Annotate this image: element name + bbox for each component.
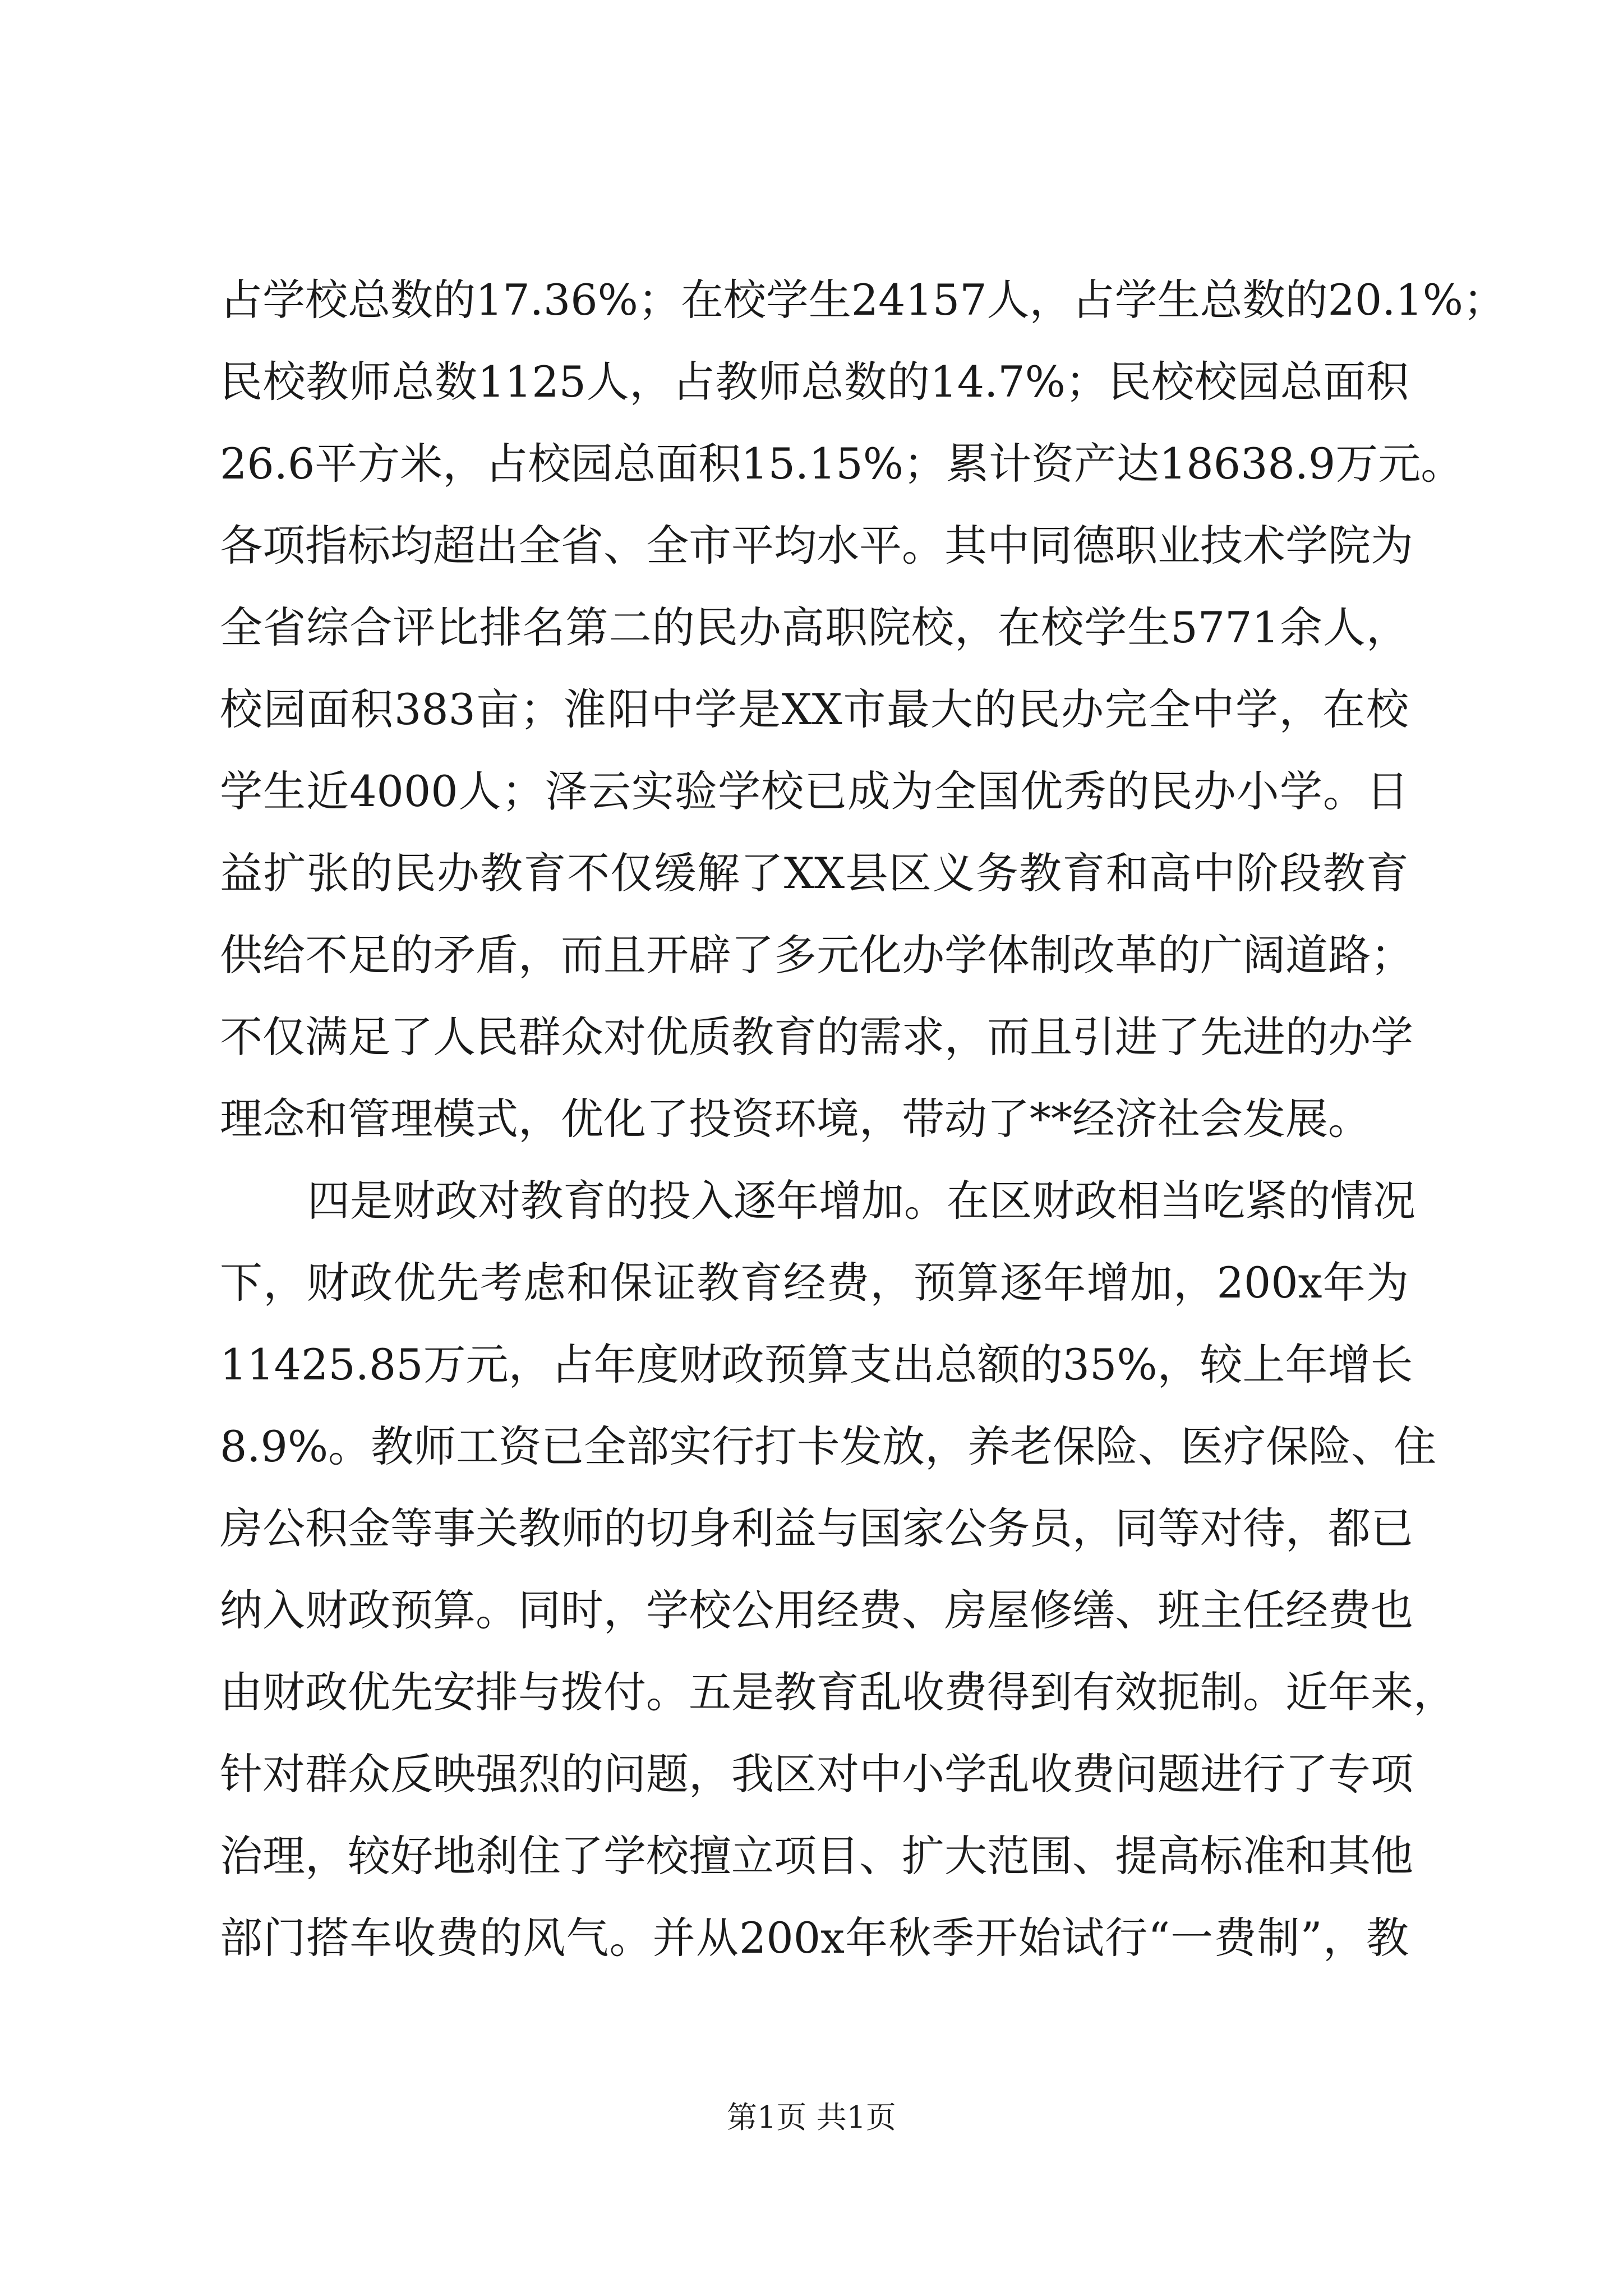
paragraph-start-line: 四是财政对教育的投入逐年增加。在区财政相当吃紧的情况 bbox=[307, 1176, 1415, 1226]
text-line: 益扩张的民办教育不仅缓解了XX县区义务教育和高中阶段教育 bbox=[220, 848, 1409, 898]
text-line: 针对群众反映强烈的问题，我区对中小学乱收费问题进行了专项 bbox=[220, 1749, 1413, 1799]
text-line: 校园面积383亩；淮阳中学是XX市最大的民办完全中学，在校 bbox=[220, 684, 1409, 734]
text-line: 由财政优先安排与拨付。五是教育乱收费得到有效扼制。近年来， bbox=[220, 1667, 1456, 1717]
text-line: 不仅满足了人民群众对优质教育的需求，而且引进了先进的办学 bbox=[220, 1012, 1413, 1062]
document-body bbox=[220, 259, 1506, 1979]
text-line: 11425.85万元，占年度财政预算支出总额的35%，较上年增长 bbox=[220, 1340, 1413, 1389]
text-line: 8.9%。教师工资已全部实行打卡发放，养老保险、医疗保险、住 bbox=[220, 1421, 1437, 1471]
text-line: 占学校总数的17.36%；在校学生24157人，占学生总数的20.1%； bbox=[220, 275, 1506, 325]
paragraph-end-line: 理念和管理模式，优化了投资环境，带动了**经济社会发展。 bbox=[220, 1094, 1371, 1144]
text-line: 民校教师总数1125人，占教师总数的14.7%；民校校园总面积 bbox=[220, 357, 1409, 407]
text-line: 各项指标均超出全省、全市平均水平。其中同德职业技术学院为 bbox=[220, 521, 1413, 570]
text-line: 治理，较好地刹住了学校擅立项目、扩大范围、提高标准和其他 bbox=[220, 1831, 1413, 1881]
text-line: 26.6平方米，占校园总面积15.15%；累计资产达18638.9万元。 bbox=[220, 439, 1464, 489]
text-line: 部门搭车收费的风气。并从200x年秋季开始试行“一费制”，教 bbox=[220, 1913, 1409, 1963]
page-number-label: 第1页 共1页 bbox=[727, 2100, 896, 2135]
text-line: 学生近4000人；泽云实验学校已成为全国优秀的民办小学。日 bbox=[220, 766, 1409, 816]
text-line: 供给不足的矛盾，而且开辟了多元化办学体制改革的广阔道路； bbox=[220, 930, 1413, 980]
text-line: 下，财政优先考虑和保证教育经费，预算逐年增加，200x年为 bbox=[220, 1258, 1409, 1308]
page-footer bbox=[0, 2098, 1623, 2137]
text-line: 全省综合评比排名第二的民办高职院校，在校学生5771余人， bbox=[220, 602, 1409, 652]
text-line: 房公积金等事关教师的切身利益与国家公务员，同等对待，都已 bbox=[220, 1503, 1413, 1553]
text-line: 纳入财政预算。同时，学校公用经费、房屋修缮、班主任经费也 bbox=[220, 1585, 1413, 1635]
